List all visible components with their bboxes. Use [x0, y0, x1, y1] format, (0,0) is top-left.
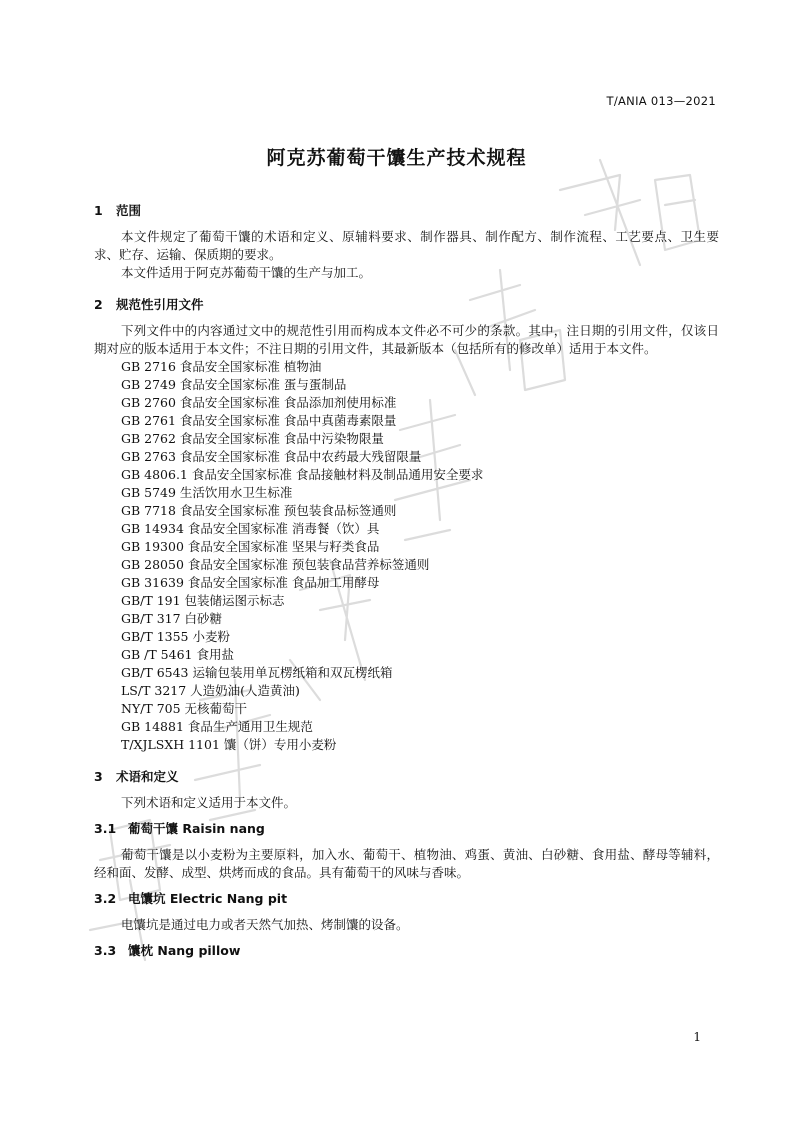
reference-item: GB/T 1355 小麦粉: [121, 629, 230, 644]
reference-item: GB 14934 食品安全国家标准 消毒餐（饮）具: [121, 521, 380, 536]
references-intro: 下列文件中的内容通过文中的规范性引用而构成本文件必不可少的条款。其中，注日期的引用文件，仅该日期对应的版本适用于本文件；不注日期的引用文件，其最新版本（包括所有的修改单）适用于本文件。: [94, 323, 719, 356]
section-title: 范围: [116, 203, 142, 218]
section-title: 规范性引用文件: [116, 297, 204, 312]
term-3-3-heading: [94, 942, 719, 960]
term-number: 3.1: [94, 821, 117, 836]
reference-item: GB/T 191 包装储运图示标志: [121, 593, 285, 608]
reference-item: LS/T 3217 人造奶油(人造黄油): [121, 683, 300, 698]
reference-item: GB 14881 食品生产通用卫生规范: [121, 719, 313, 734]
reference-list: [94, 358, 719, 754]
term-3-1-definition: 葡萄干馕是以小麦粉为主要原料，加入水、葡萄干、植物油、鸡蛋、黄油、白砂糖、食用盐、酵母等辅料，经和面、发酵、成型、烘烤而成的食品。具有葡萄干的风味与香味。: [94, 847, 719, 880]
reference-item: GB/T 317 白砂糖: [121, 611, 223, 626]
section-number: 1: [94, 203, 103, 218]
reference-item: GB 19300 食品安全国家标准 坚果与籽类食品: [121, 539, 380, 554]
term-number: 3.2: [94, 891, 117, 906]
section-1-heading: [94, 202, 719, 220]
reference-item: GB 2760 食品安全国家标准 食品添加剂使用标准: [121, 395, 397, 410]
term-title: 葡萄干馕 Raisin nang: [128, 821, 265, 836]
reference-item: GB 31639 食品安全国家标准 食品加工用酵母: [121, 575, 380, 590]
term-3-2-heading: [94, 890, 719, 908]
scope-paragraph-1: 本文件规定了葡萄干馕的术语和定义、原辅料要求、制作器具、制作配方、制作流程、工艺要点、卫生要求、贮存、运输、保质期的要求。: [94, 229, 719, 262]
reference-item: GB 5749 生活饮用水卫生标准: [121, 485, 293, 500]
term-number: 3.3: [94, 943, 117, 958]
reference-item: GB 2761 食品安全国家标准 食品中真菌毒素限量: [121, 413, 397, 428]
reference-item: GB /T 5461 食用盐: [121, 647, 234, 662]
document-body: [94, 202, 719, 960]
reference-item: GB 28050 食品安全国家标准 预包装食品营养标签通则: [121, 557, 430, 572]
reference-item: GB/T 6543 运输包装用单瓦楞纸箱和双瓦楞纸箱: [121, 665, 393, 680]
section-title: 术语和定义: [116, 769, 179, 784]
reference-item: GB 2762 食品安全国家标准 食品中污染物限量: [121, 431, 384, 446]
reference-item: GB 2716 食品安全国家标准 植物油: [121, 359, 322, 374]
term-title: 电馕坑 Electric Nang pit: [128, 891, 288, 906]
section-number: 3: [94, 769, 103, 784]
section-3-heading: [94, 768, 719, 786]
reference-item: GB 4806.1 食品安全国家标准 食品接触材料及制品通用安全要求: [121, 467, 484, 482]
page-number: 1: [693, 1030, 701, 1044]
reference-item: T/XJLSXH 1101 馕（饼）专用小麦粉: [121, 737, 337, 752]
reference-item: NY/T 705 无核葡萄干: [121, 701, 248, 716]
term-3-2-definition: 电馕坑是通过电力或者天然气加热、烤制馕的设备。: [121, 917, 409, 932]
section-number: 2: [94, 297, 103, 312]
document-title: 阿克苏葡萄干馕生产技术规程: [266, 147, 527, 169]
term-title: 馕枕 Nang pillow: [128, 943, 241, 958]
reference-item: GB 2763 食品安全国家标准 食品中农药最大残留限量: [121, 449, 422, 464]
reference-item: GB 2749 食品安全国家标准 蛋与蛋制品: [121, 377, 347, 392]
standard-code: T/ANIA 013—2021: [606, 94, 716, 108]
terms-intro: 下列术语和定义适用于本文件。: [121, 795, 297, 810]
scope-paragraph-2: 本文件适用于阿克苏葡萄干馕的生产与加工。: [121, 265, 372, 280]
term-3-1-heading: [94, 820, 719, 838]
section-2-heading: [94, 296, 719, 314]
reference-item: GB 7718 食品安全国家标准 预包装食品标签通则: [121, 503, 397, 518]
